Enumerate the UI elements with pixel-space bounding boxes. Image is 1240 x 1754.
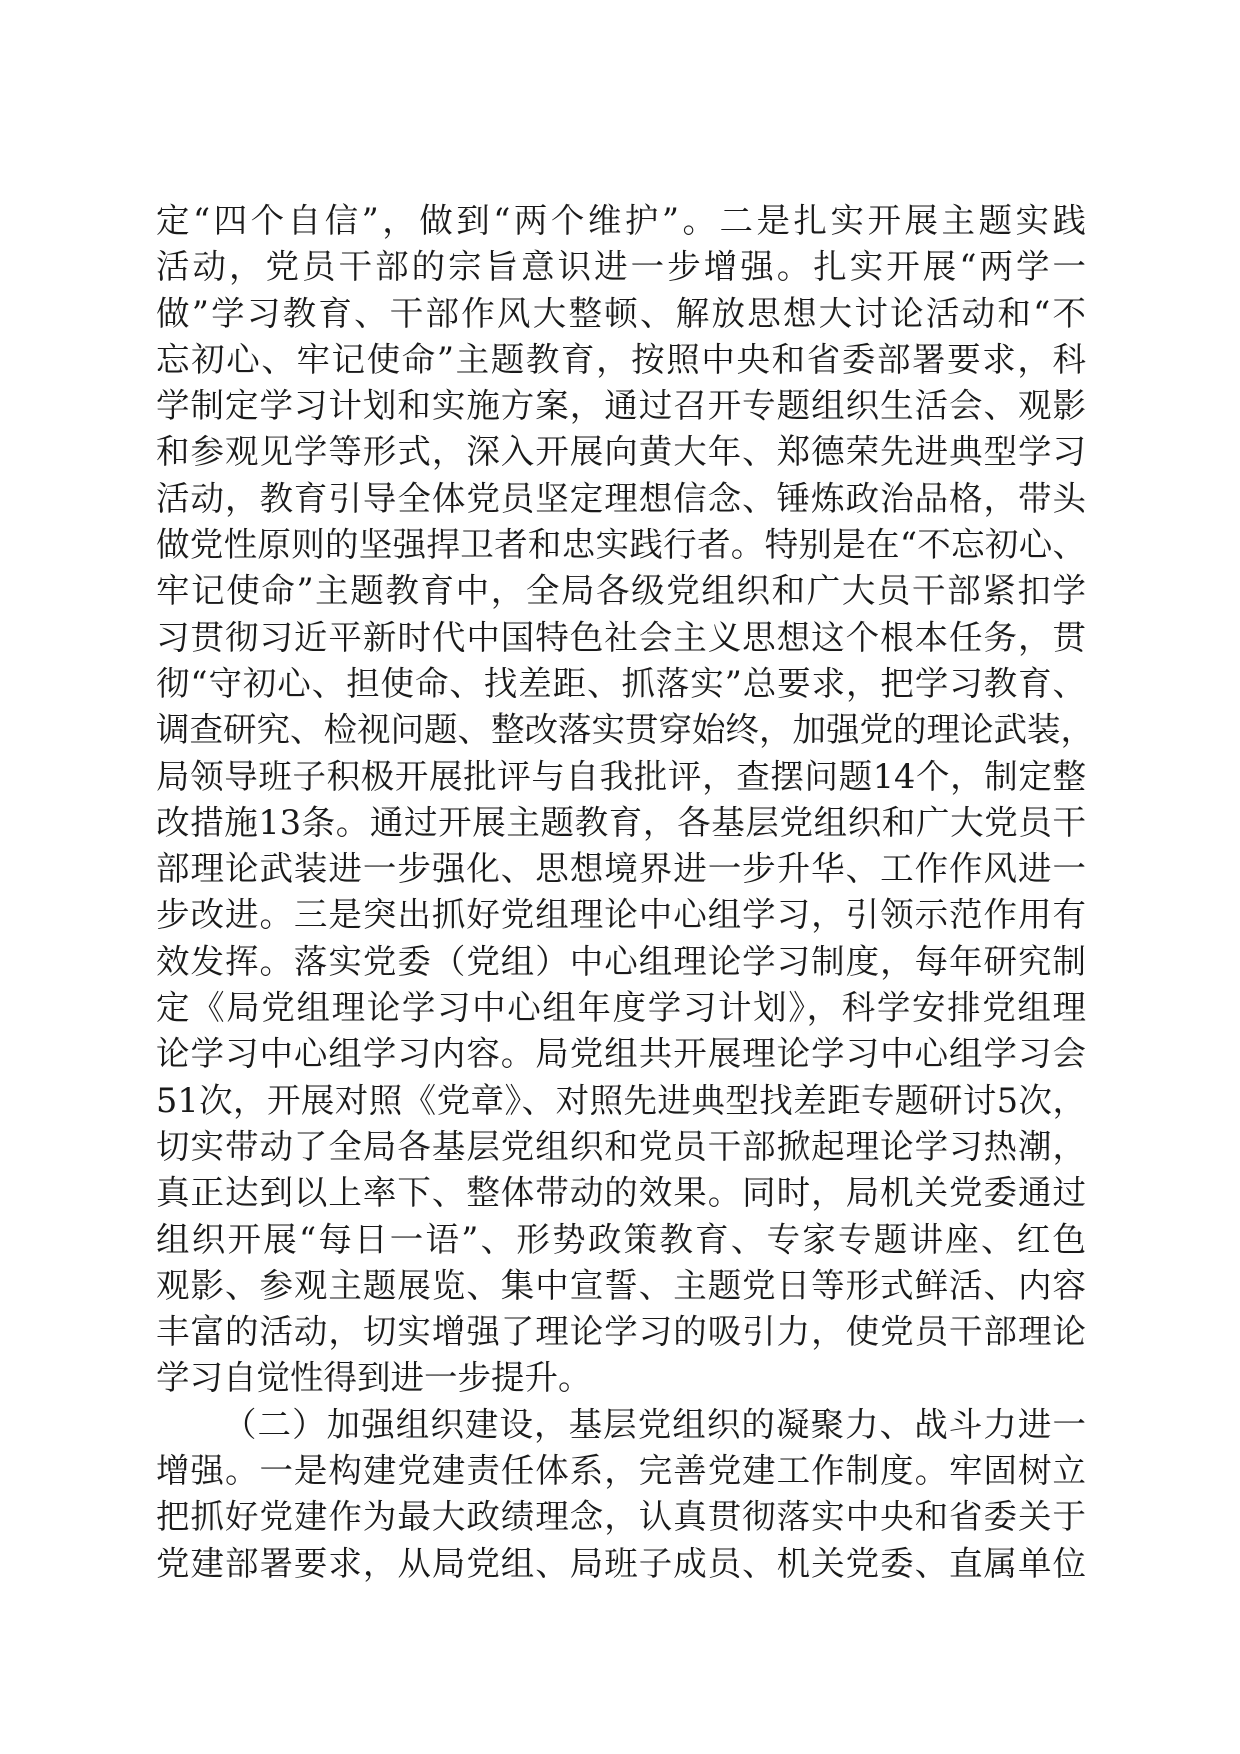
- text-line: 做党性原则的坚强捍卫者和忠实践行者。特别是在“不忘初心、: [156, 525, 1086, 565]
- text-line: 彻“守初心、担使命、找差距、抓落实”总要求，把学习教育、: [156, 663, 1086, 703]
- text-line: 和参观见学等形式，深入开展向黄大年、郑德荣先进典型学习: [156, 432, 1086, 472]
- text-line: 切实带动了全局各基层党组织和党员干部掀起理论学习热潮，: [156, 1126, 1086, 1166]
- text-line: 做”学习教育、干部作风大整顿、解放思想大讨论活动和“不: [156, 293, 1086, 333]
- text-line: 步改进。三是突出抓好党组理论中心组学习，引领示范作用有: [156, 895, 1086, 935]
- text-line: 调查研究、检视问题、整改落实贯穿始终，加强党的理论武装，: [156, 710, 1094, 750]
- text-line: 丰富的活动，切实增强了理论学习的吸引力，使党员干部理论: [156, 1312, 1086, 1352]
- text-line: 忘初心、牢记使命”主题教育，按照中央和省委部署要求，科: [156, 339, 1086, 379]
- text-line: 习贯彻习近平新时代中国特色社会主义思想这个根本任务，贯: [156, 617, 1086, 657]
- text-line: 观影、参观主题展览、集中宣誓、主题党日等形式鲜活、内容: [156, 1265, 1086, 1305]
- text-line: 局领导班子积极开展批评与自我批评，查摆问题14个，制定整: [156, 756, 1086, 796]
- text-line: 牢记使命”主题教育中，全局各级党组织和广大员干部紧扣学: [156, 571, 1086, 611]
- text-line: 活动，教育引导全体党员坚定理想信念、锤炼政治品格，带头: [156, 478, 1086, 518]
- text-line: 定《局党组理论学习中心组年度学习计划》，科学安排党组理: [156, 988, 1086, 1028]
- text-line: 效发挥。落实党委（党组）中心组理论学习制度，每年研究制: [156, 941, 1086, 981]
- text-line: 党建部署要求，从局党组、局班子成员、机关党委、直属单位: [156, 1543, 1086, 1583]
- text-line: 真正达到以上率下、整体带动的效果。同时，局机关党委通过: [156, 1173, 1086, 1213]
- text-line: 部理论武装进一步强化、思想境界进一步升华、工作作风进一: [156, 849, 1086, 889]
- text-line: 学制定学习计划和实施方案，通过召开专题组织生活会、观影: [156, 386, 1086, 426]
- text-line: 改措施13条。通过开展主题教育，各基层党组织和广大党员干: [156, 802, 1086, 842]
- body-text: [156, 198, 1094, 1587]
- text-line: 论学习中心组学习内容。局党组共开展理论学习中心组学习会: [156, 1034, 1086, 1074]
- section-heading-line: （二）加强组织建设，基层党组织的凝聚力、战斗力进一: [223, 1404, 1086, 1444]
- text-line: 定“四个自信”，做到“两个维护”。二是扎实开展主题实践: [156, 201, 1086, 240]
- text-line: 活动，党员干部的宗旨意识进一步增强。扎实开展“两学一: [156, 247, 1086, 287]
- text-line: 把抓好党建作为最大政绩理念，认真贯彻落实中央和省委关于: [156, 1497, 1086, 1537]
- paragraph-end-line: 学习自觉性得到进一步提升。: [156, 1358, 592, 1398]
- text-line: 组织开展“每日一语”、形势政策教育、专家专题讲座、红色: [156, 1219, 1086, 1259]
- text-line: 51次，开展对照《党章》、对照先进典型找差距专题研讨5次，: [156, 1080, 1086, 1120]
- text-line: 增强。一是构建党建责任体系，完善党建工作制度。牢固树立: [156, 1451, 1086, 1491]
